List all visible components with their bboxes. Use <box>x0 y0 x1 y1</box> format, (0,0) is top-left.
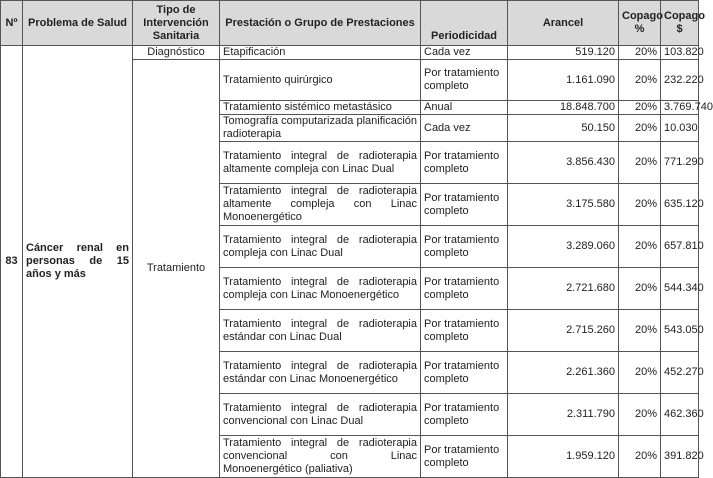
periodicidad-cell: Por tratamiento completo <box>421 226 508 268</box>
copago-pct-cell: 20% <box>619 310 661 352</box>
periodicidad-cell: Por tratamiento completo <box>421 436 508 478</box>
header-arancel: Arancel <box>508 1 619 46</box>
arancel-cell: 2.311.790 <box>508 394 619 436</box>
periodicidad-cell: Por tratamiento completo <box>421 352 508 394</box>
arancel-cell: 519.120 <box>508 46 619 60</box>
copago-pct-cell: 20% <box>619 436 661 478</box>
periodicidad-cell: Por tratamiento completo <box>421 142 508 184</box>
prestacion-cell: Etapificación <box>220 46 421 60</box>
copago-amt-cell: 544.340 <box>661 268 699 310</box>
periodicidad-cell: Por tratamiento completo <box>421 184 508 226</box>
arancel-cell: 3.856.430 <box>508 142 619 184</box>
header-tipo: Tipo de Intervención Sanitaria <box>133 1 220 46</box>
copago-pct-cell: 20% <box>619 142 661 184</box>
arancel-cell: 18.848.700 <box>508 101 619 115</box>
prestacion-cell: Tratamiento integral de radioterapia estándar con Linac Monoenergético <box>220 352 421 394</box>
prestacion-cell: Tratamiento integral de radioterapia convencional con Linac Dual <box>220 394 421 436</box>
arancel-cell: 2.261.360 <box>508 352 619 394</box>
prestacion-cell: Tratamiento integral de radioterapia altamente compleja con Linac Monoenergético <box>220 184 421 226</box>
periodicidad-cell: Por tratamiento completo <box>421 268 508 310</box>
prestacion-cell: Tratamiento integral de radioterapia altamente compleja con Linac Dual <box>220 142 421 184</box>
copago-amt-cell: 10.030 <box>661 115 699 142</box>
arancel-cell: 3.175.580 <box>508 184 619 226</box>
prestacion-cell: Tratamiento sistémico metastásico <box>220 101 421 115</box>
copago-pct-cell: 20% <box>619 101 661 115</box>
copago-amt-cell: 771.290 <box>661 142 699 184</box>
copago-amt-cell: 103.820 <box>661 46 699 60</box>
header-n: Nº <box>1 1 23 46</box>
arancel-cell: 50.150 <box>508 115 619 142</box>
copago-pct-cell: 20% <box>619 268 661 310</box>
copago-pct-cell: 20% <box>619 352 661 394</box>
table-row <box>1 46 699 60</box>
problema-cell: Cáncer renal en personas de 15 años y más <box>23 46 133 478</box>
copago-amt-cell: 452.270 <box>661 352 699 394</box>
periodicidad-cell: Cada vez <box>421 46 508 60</box>
prestacion-cell: Tratamiento integral de radioterapia compleja con Linac Dual <box>220 226 421 268</box>
periodicidad-cell: Cada vez <box>421 115 508 142</box>
arancel-cell: 2.715.260 <box>508 310 619 352</box>
copago-amt-cell: 543.050 <box>661 310 699 352</box>
arancel-cell: 1.959.120 <box>508 436 619 478</box>
periodicidad-cell: Por tratamiento completo <box>421 394 508 436</box>
numero-cell: 83 <box>1 46 23 478</box>
copago-pct-cell: 20% <box>619 226 661 268</box>
arancel-cell: 2.721.680 <box>508 268 619 310</box>
header-copago-pct: Copago % <box>619 1 661 46</box>
arancel-cell: 3.289.060 <box>508 226 619 268</box>
copago-pct-cell: 20% <box>619 60 661 101</box>
copago-amt-cell: 232.220 <box>661 60 699 101</box>
prestacion-cell: Tratamiento integral de radioterapia estándar con Linac Dual <box>220 310 421 352</box>
copago-amt-cell: 462.360 <box>661 394 699 436</box>
header-row <box>1 1 699 46</box>
copago-pct-cell: 20% <box>619 184 661 226</box>
copago-amt-cell: 391.820 <box>661 436 699 478</box>
header-copago-amt: Copago $ <box>661 1 699 46</box>
prestacion-cell: Tratamiento quirúrgico <box>220 60 421 101</box>
periodicidad-cell: Por tratamiento completo <box>421 60 508 101</box>
arancel-cell: 1.161.090 <box>508 60 619 101</box>
periodicidad-cell: Anual <box>421 101 508 115</box>
prestacion-cell: Tratamiento integral de radioterapia convencional con Linac Monoenergético (paliativa) <box>220 436 421 478</box>
tipo-cell-tratamiento: Tratamiento <box>133 60 220 478</box>
copago-pct-cell: 20% <box>619 115 661 142</box>
copago-amt-cell: 657.810 <box>661 226 699 268</box>
copago-pct-cell: 20% <box>619 394 661 436</box>
header-periodicidad: Periodicidad <box>421 1 508 46</box>
copago-amt-cell: 635.120 <box>661 184 699 226</box>
prestacion-cell: Tomografía computarizada planificación radioterapia <box>220 115 421 142</box>
copago-amt-cell: 3.769.740 <box>661 101 699 115</box>
prestacion-cell: Tratamiento integral de radioterapia compleja con Linac Monoenergético <box>220 268 421 310</box>
header-prestacion: Prestación o Grupo de Prestaciones <box>220 1 421 46</box>
header-problema: Problema de Salud <box>23 1 133 46</box>
copago-pct-cell: 20% <box>619 46 661 60</box>
periodicidad-cell: Por tratamiento completo <box>421 310 508 352</box>
tipo-cell-diagnostico: Diagnóstico <box>133 46 220 60</box>
